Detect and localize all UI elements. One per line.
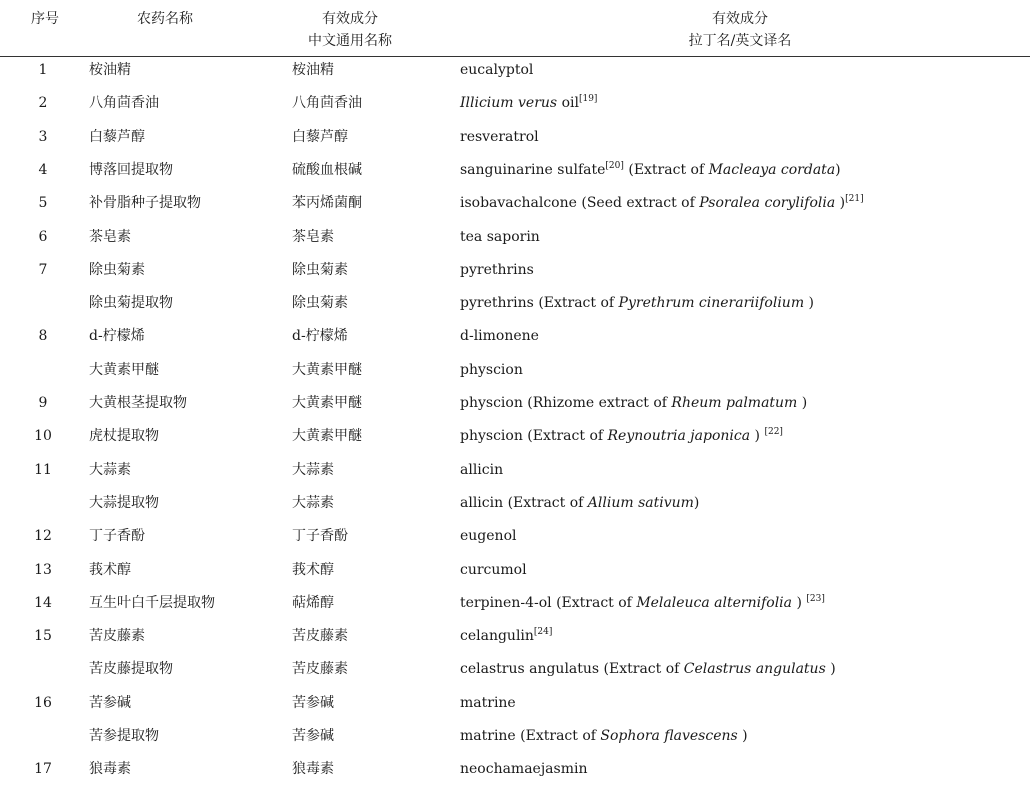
serial-number-cell — [25, 287, 61, 320]
serial-number-cell: 15 — [34, 628, 52, 645]
ingredient-latin-cell — [460, 753, 1020, 786]
ingredient-text: allicin (Extract of — [460, 494, 588, 511]
ingredient-text: celastrus angulatus (Extract of — [460, 661, 684, 678]
ingredient-chinese-cell: 白藜芦醇 — [292, 128, 348, 145]
ingredient-text: oil — [557, 95, 579, 112]
species-name: Psoralea corylifolia — [699, 195, 836, 212]
ingredient-latin-cell — [460, 187, 1020, 220]
ingredient-chinese-cell: 萜烯醇 — [292, 594, 334, 611]
ingredient-chinese-cell: 大蒜素 — [292, 461, 334, 478]
table-row — [0, 720, 1030, 753]
ingredient-chinese-cell: d-柠檬烯 — [292, 328, 348, 345]
ingredient-text: ) — [835, 161, 841, 178]
pesticide-name-cell: 除虫菊素 — [89, 261, 145, 278]
pesticide-name-cell: 虎杖提取物 — [89, 428, 159, 445]
ingredient-text: sanguinarine sulfate — [460, 161, 606, 178]
ingredient-latin-cell — [460, 653, 1020, 686]
pesticide-name-cell: 博落回提取物 — [89, 161, 173, 178]
table-row — [0, 187, 1030, 220]
serial-number-cell: 8 — [38, 328, 48, 345]
pesticide-name-cell: 补骨脂种子提取物 — [89, 195, 201, 212]
serial-number-cell: 5 — [38, 195, 48, 212]
pesticide-name-cell: 丁子香酚 — [89, 528, 145, 545]
serial-number-cell — [25, 354, 61, 387]
ingredient-text: ) — [792, 594, 807, 611]
serial-number-cell: 12 — [34, 528, 52, 545]
reference-mark: [22] — [764, 427, 783, 438]
ingredient-latin-cell — [460, 487, 1020, 520]
table-row — [0, 87, 1030, 120]
ingredient-text: ) — [797, 395, 808, 411]
header-ingredient-chinese — [270, 8, 430, 52]
serial-number-cell: 2 — [38, 95, 48, 112]
ingredient-latin-cell — [460, 520, 1020, 553]
table-row — [0, 387, 1030, 420]
ingredient-text: physcion (Rhizome extract of — [460, 395, 672, 411]
ingredient-text: pyrethrins — [460, 261, 534, 278]
table-row — [0, 254, 1030, 287]
table-header — [0, 0, 1030, 56]
table-row — [0, 354, 1030, 387]
table-row — [0, 154, 1030, 187]
serial-number-cell: 9 — [38, 395, 48, 411]
ingredient-text: terpinen-4-ol (Extract of — [460, 594, 637, 611]
table-row — [0, 320, 1030, 353]
pesticide-name-cell: 大黄根茎提取物 — [89, 395, 187, 411]
header-ingredient-chinese-line1: 有效成分 — [322, 11, 378, 27]
ingredient-text: eugenol — [460, 528, 517, 545]
pesticide-name-cell: 桉油精 — [89, 62, 131, 78]
species-name: Allium sativum — [587, 494, 694, 511]
pesticide-name-cell: 苦皮藤素 — [89, 628, 145, 645]
serial-number-cell: 4 — [38, 161, 48, 178]
ingredient-text: ) — [737, 728, 748, 744]
ingredient-latin-cell — [460, 221, 1020, 254]
serial-number-cell: 16 — [34, 694, 52, 711]
pesticide-name-cell: 大蒜提取物 — [89, 494, 159, 511]
ingredient-text: celangulin — [460, 628, 534, 645]
pesticide-name-cell: 大黄素甲醚 — [89, 361, 159, 378]
species-name: Pyrethrum cinerariifolium — [618, 295, 805, 312]
reference-mark: [21] — [845, 194, 864, 205]
table-row — [0, 420, 1030, 453]
ingredient-text: eucalyptol — [460, 62, 534, 78]
ingredient-latin-cell — [460, 620, 1020, 653]
table-row — [0, 520, 1030, 553]
pesticide-name-cell: 互生叶白千层提取物 — [89, 594, 215, 611]
species-name: Melaleuca alternifolia — [636, 594, 793, 611]
ingredient-chinese-cell: 苦皮藤素 — [292, 628, 348, 645]
table-row — [0, 753, 1030, 786]
ingredient-text: tea saporin — [460, 228, 540, 245]
ingredient-chinese-cell: 丁子香酚 — [292, 528, 348, 545]
pesticide-name-cell: 八角茴香油 — [89, 95, 159, 112]
serial-number-cell: 6 — [38, 228, 48, 245]
table-row — [0, 487, 1030, 520]
species-name: Celastrus angulatus — [683, 661, 826, 678]
ingredient-latin-cell — [460, 320, 1020, 353]
ingredient-chinese-cell: 除虫菊素 — [292, 295, 348, 312]
ingredient-latin-cell — [460, 354, 1020, 387]
header-serial-number: 序号 — [31, 11, 59, 27]
serial-number-cell: 13 — [34, 561, 52, 578]
serial-number-cell — [25, 653, 61, 686]
serial-number-cell: 10 — [34, 428, 52, 445]
ingredient-latin-cell — [460, 387, 1020, 420]
ingredient-text: physcion — [460, 361, 523, 378]
ingredient-chinese-cell: 狼毒素 — [292, 761, 334, 778]
ingredient-text: resveratrol — [460, 128, 539, 145]
table-row — [0, 121, 1030, 154]
ingredient-text: d-limonene — [460, 328, 539, 345]
serial-number-cell: 3 — [38, 128, 48, 145]
ingredient-latin-cell — [460, 121, 1020, 154]
species-name: Rheum palmatum — [671, 395, 798, 411]
ingredient-latin-cell — [460, 687, 1020, 720]
ingredient-chinese-cell: 大黄素甲醚 — [292, 395, 362, 411]
pesticide-name-cell: 苦皮藤提取物 — [89, 661, 173, 678]
ingredient-text: physcion (Extract of — [460, 428, 608, 445]
ingredient-chinese-cell: 苦皮藤素 — [292, 661, 348, 678]
table-row — [0, 221, 1030, 254]
ingredient-text: pyrethrins (Extract of — [460, 295, 619, 312]
table-row — [0, 454, 1030, 487]
ingredient-latin-cell — [460, 420, 1020, 453]
ingredient-latin-cell — [460, 287, 1020, 320]
reference-mark: [19] — [578, 94, 598, 105]
table-row — [0, 653, 1030, 686]
ingredient-latin-cell — [460, 87, 1020, 120]
pesticide-name-cell: 白藜芦醇 — [89, 128, 145, 145]
serial-number-cell: 7 — [38, 261, 48, 278]
ingredient-chinese-cell: 桉油精 — [292, 62, 334, 78]
ingredient-chinese-cell: 苯丙烯菌酮 — [292, 195, 362, 212]
pesticide-name-cell: 大蒜素 — [89, 461, 131, 478]
serial-number-cell: 1 — [38, 62, 48, 78]
ingredient-chinese-cell: 八角茴香油 — [292, 95, 362, 112]
table-row — [0, 587, 1030, 620]
ingredient-latin-cell — [460, 54, 1020, 87]
ingredient-text: matrine (Extract of — [460, 728, 601, 744]
table-row — [0, 554, 1030, 587]
ingredient-chinese-cell: 莪术醇 — [292, 561, 334, 578]
ingredient-chinese-cell: 大黄素甲醚 — [292, 361, 362, 378]
pesticide-name-cell: d-柠檬烯 — [89, 328, 145, 345]
ingredient-text: ) — [825, 661, 836, 678]
ingredient-latin-cell — [460, 154, 1020, 187]
header-ingredient-latin — [640, 8, 840, 52]
pesticide-name-cell: 狼毒素 — [89, 761, 131, 778]
table-row — [0, 687, 1030, 720]
ingredient-chinese-cell: 硫酸血根碱 — [292, 161, 362, 178]
ingredient-chinese-cell: 苦参碱 — [292, 728, 334, 744]
header-ingredient-chinese-line2: 中文通用名称 — [308, 33, 392, 49]
serial-number-cell — [25, 720, 61, 753]
ingredient-text: (Extract of — [623, 161, 709, 178]
ingredient-latin-cell — [460, 587, 1020, 620]
species-name: Macleaya cordata — [708, 161, 836, 178]
reference-mark: [23] — [806, 593, 825, 604]
serial-number-cell: 11 — [34, 461, 52, 478]
ingredient-chinese-cell: 苦参碱 — [292, 694, 334, 711]
ingredient-latin-cell — [460, 254, 1020, 287]
species-name: Reynoutria japonica — [607, 428, 751, 445]
reference-mark: [24] — [533, 627, 553, 638]
serial-number-cell: 17 — [34, 761, 52, 778]
ingredient-text: ) — [750, 428, 765, 445]
species-name: Illicium verus — [460, 95, 558, 112]
ingredient-latin-cell — [460, 554, 1020, 587]
header-pesticide-name: 农药名称 — [137, 11, 193, 27]
ingredient-text: curcumol — [460, 561, 527, 578]
serial-number-cell: 14 — [34, 594, 52, 611]
ingredient-text: matrine — [460, 694, 516, 711]
ingredient-chinese-cell: 除虫菊素 — [292, 261, 348, 278]
serial-number-cell — [25, 487, 61, 520]
ingredient-text: ) — [835, 195, 846, 212]
ingredient-text: ) — [804, 295, 815, 312]
pesticide-name-cell: 除虫菊提取物 — [89, 295, 173, 312]
header-ingredient-latin-line2: 拉丁名/英文译名 — [688, 33, 792, 49]
reference-mark: [20] — [605, 160, 624, 171]
table-row — [0, 287, 1030, 320]
pesticide-name-cell: 莪术醇 — [89, 561, 131, 578]
header-ingredient-latin-line1: 有效成分 — [712, 11, 768, 27]
ingredient-chinese-cell: 大蒜素 — [292, 494, 334, 511]
ingredient-text: ) — [693, 494, 700, 511]
table-row — [0, 620, 1030, 653]
pesticide-name-cell: 苦参提取物 — [89, 728, 159, 744]
ingredient-text: allicin — [460, 461, 504, 478]
pesticide-name-cell: 苦参碱 — [89, 694, 131, 711]
ingredient-text: isobavachalcone (Seed extract of — [460, 195, 700, 212]
ingredient-latin-cell — [460, 454, 1020, 487]
ingredient-chinese-cell: 茶皂素 — [292, 228, 334, 245]
ingredient-chinese-cell: 大黄素甲醚 — [292, 428, 362, 445]
pesticide-name-cell: 茶皂素 — [89, 228, 131, 245]
table-row — [0, 54, 1030, 87]
ingredient-text: neochamaejasmin — [460, 761, 588, 778]
species-name: Sophora flavescens — [600, 728, 738, 744]
ingredient-latin-cell — [460, 720, 1020, 753]
